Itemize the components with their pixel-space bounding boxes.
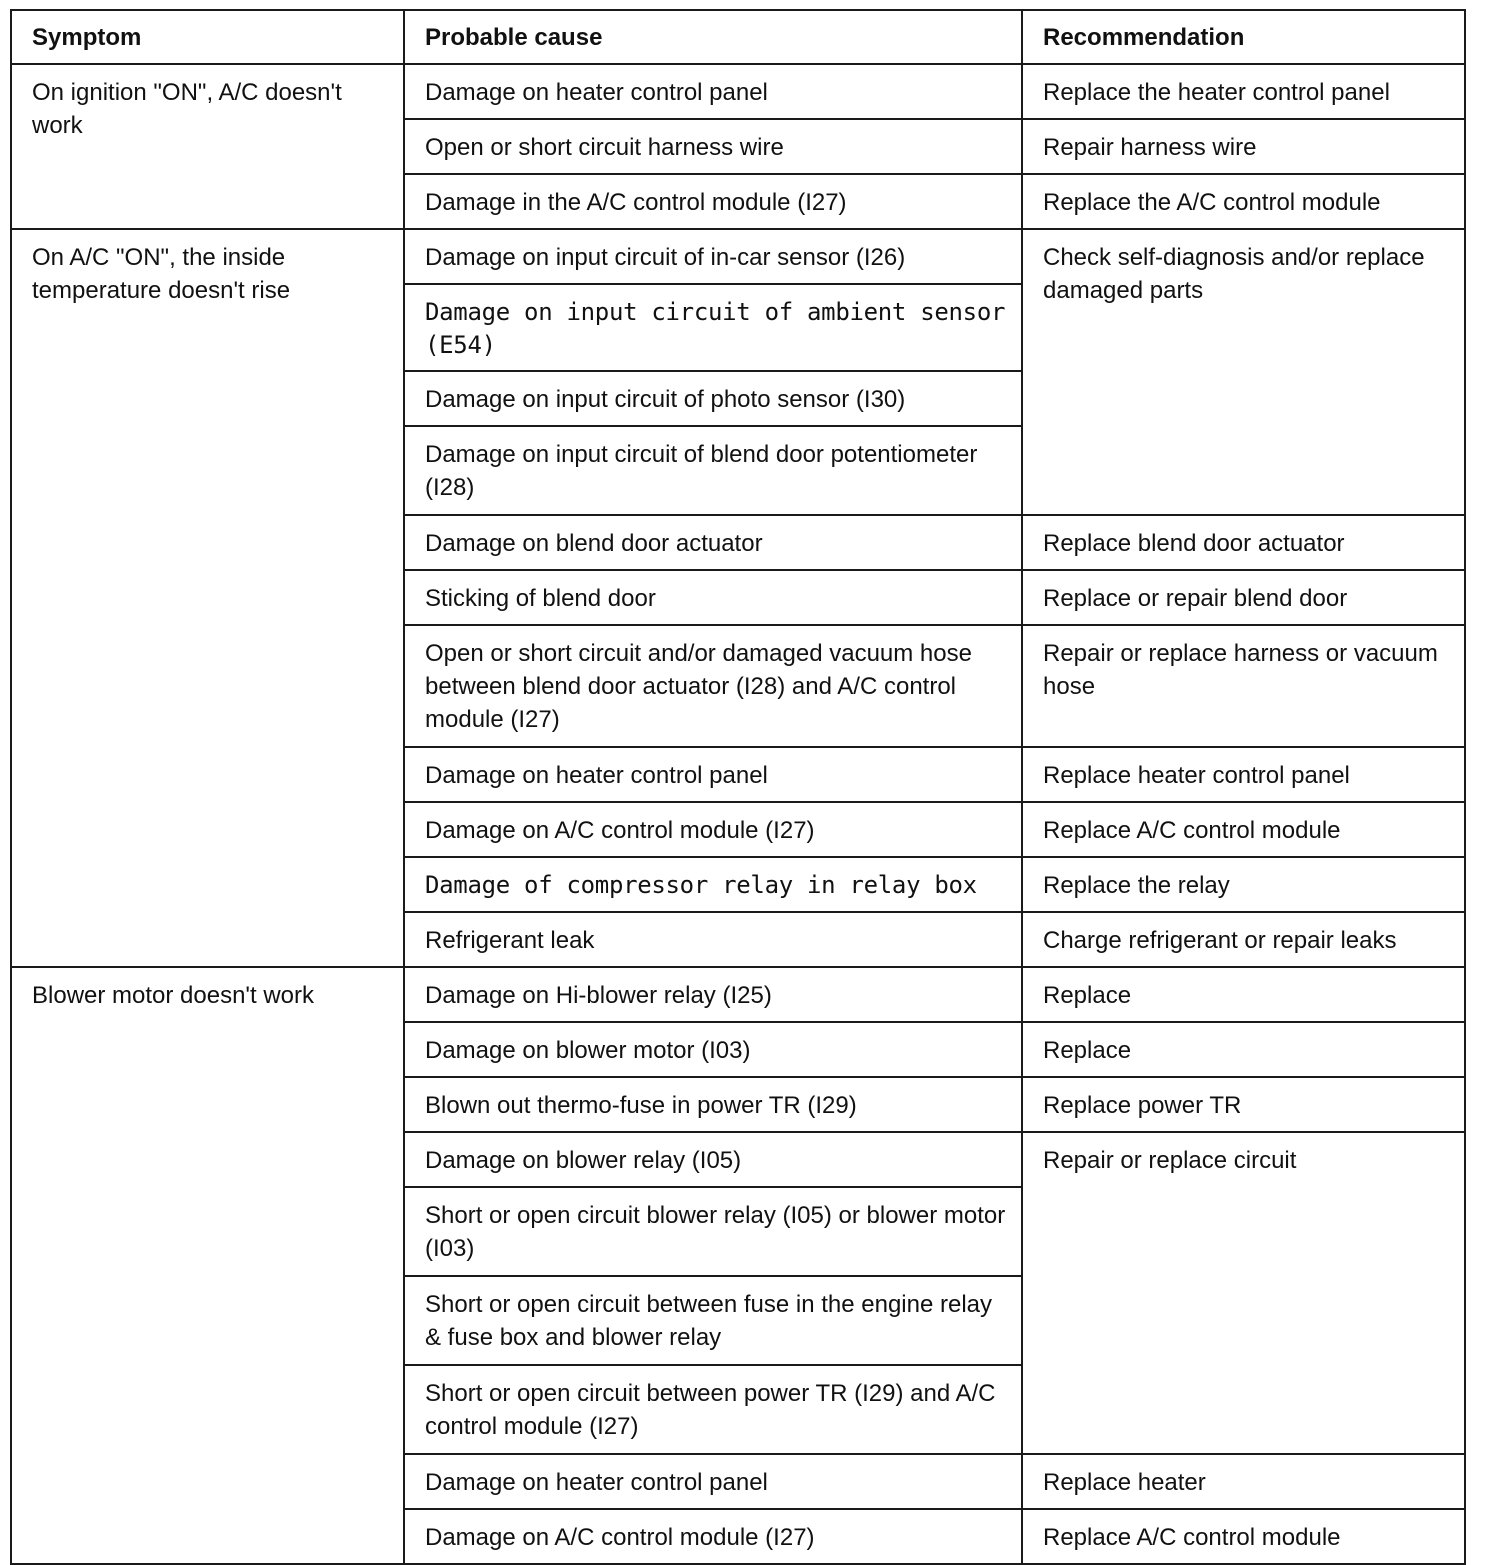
recommendation-cell: Replace heater <box>1022 1454 1465 1509</box>
cause-cell: Damage on input circuit of in-car sensor (I26) <box>404 229 1022 284</box>
cause-cell: Short or open circuit between fuse in the engine relay & fuse box and blower relay <box>404 1276 1022 1365</box>
cause-cell: Damage on A/C control module (I27) <box>404 802 1022 857</box>
symptom-cell: On ignition "ON", A/C doesn't work <box>11 64 404 229</box>
header-recommendation: Recommendation <box>1022 10 1465 64</box>
header-probable-cause: Probable cause <box>404 10 1022 64</box>
troubleshooting-table <box>10 9 1466 1565</box>
cause-cell: Damage on heater control panel <box>404 1454 1022 1509</box>
symptom-cell: Blower motor doesn't work <box>11 967 404 1564</box>
cause-cell: Damage on heater control panel <box>404 747 1022 802</box>
recommendation-cell: Replace A/C control module <box>1022 802 1465 857</box>
table-row <box>11 229 1465 284</box>
cause-cell: Damage of compressor relay in relay box <box>404 857 1022 912</box>
cause-cell: Damage on A/C control module (I27) <box>404 1509 1022 1564</box>
cause-cell: Open or short circuit and/or damaged vacuum hose between blend door actuator (I28) and A/C control module (I27) <box>404 625 1022 747</box>
recommendation-cell: Replace heater control panel <box>1022 747 1465 802</box>
symptom-cell: On A/C "ON", the inside temperature doesn't rise <box>11 229 404 967</box>
cause-cell: Open or short circuit harness wire <box>404 119 1022 174</box>
cause-cell: Short or open circuit between power TR (I29) and A/C control module (I27) <box>404 1365 1022 1454</box>
table-row <box>11 64 1465 119</box>
cause-cell: Blown out thermo-fuse in power TR (I29) <box>404 1077 1022 1132</box>
header-row <box>11 10 1465 64</box>
recommendation-cell: Replace the heater control panel <box>1022 64 1465 119</box>
cause-cell: Damage on input circuit of ambient sensor (E54) <box>404 284 1022 371</box>
recommendation-cell: Replace the relay <box>1022 857 1465 912</box>
cause-cell: Refrigerant leak <box>404 912 1022 967</box>
cause-cell: Damage on heater control panel <box>404 64 1022 119</box>
recommendation-cell: Replace or repair blend door <box>1022 570 1465 625</box>
recommendation-cell: Replace blend door actuator <box>1022 515 1465 570</box>
recommendation-cell: Replace <box>1022 1022 1465 1077</box>
recommendation-cell: Charge refrigerant or repair leaks <box>1022 912 1465 967</box>
cause-cell: Damage on blower motor (I03) <box>404 1022 1022 1077</box>
recommendation-cell: Repair or replace harness or vacuum hose <box>1022 625 1465 747</box>
cause-cell: Damage on Hi-blower relay (I25) <box>404 967 1022 1022</box>
table-row <box>11 967 1465 1022</box>
cause-cell: Damage on input circuit of photo sensor (I30) <box>404 371 1022 426</box>
cause-cell: Damage on blend door actuator <box>404 515 1022 570</box>
cause-cell: Sticking of blend door <box>404 570 1022 625</box>
recommendation-cell: Replace A/C control module <box>1022 1509 1465 1564</box>
header-symptom: Symptom <box>11 10 404 64</box>
cause-cell: Damage on input circuit of blend door potentiometer (I28) <box>404 426 1022 515</box>
cause-cell: Damage in the A/C control module (I27) <box>404 174 1022 229</box>
cause-cell: Short or open circuit blower relay (I05) or blower motor (I03) <box>404 1187 1022 1276</box>
cause-cell: Damage on blower relay (I05) <box>404 1132 1022 1187</box>
recommendation-cell: Replace the A/C control module <box>1022 174 1465 229</box>
recommendation-cell: Replace power TR <box>1022 1077 1465 1132</box>
recommendation-cell: Repair harness wire <box>1022 119 1465 174</box>
recommendation-cell: Replace <box>1022 967 1465 1022</box>
recommendation-cell: Check self-diagnosis and/or replace damaged parts <box>1022 229 1465 515</box>
recommendation-cell: Repair or replace circuit <box>1022 1132 1465 1454</box>
